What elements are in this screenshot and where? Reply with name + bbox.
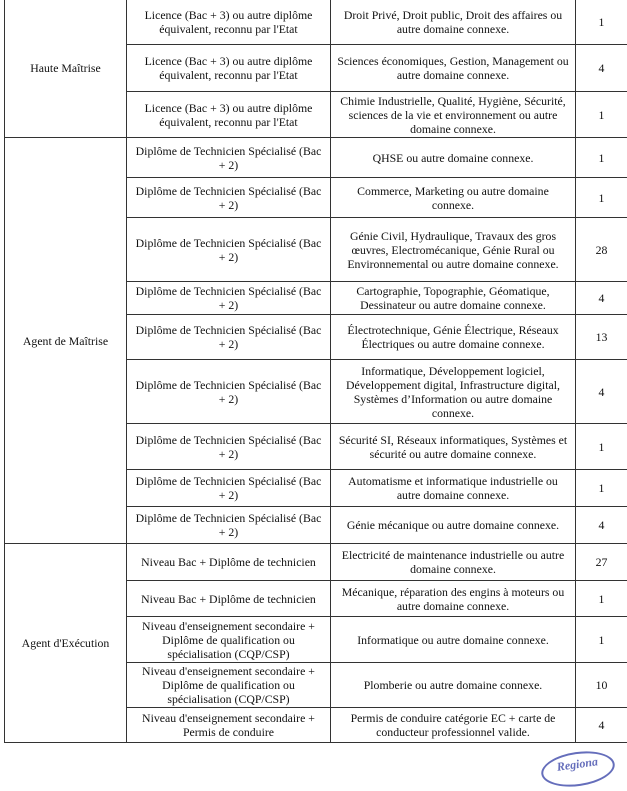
diploma-cell: Licence (Bac + 3) ou autre diplôme équivalent, reconnu par l'Etat — [127, 0, 331, 45]
diploma-cell: Niveau d'enseignement secondaire + Diplôme de qualification ou spécialisation (CQP/CSP) — [127, 663, 331, 708]
diploma-cell: Niveau d'enseignement secondaire + Diplôme de qualification ou spécialisation (CQP/CSP) — [127, 617, 331, 663]
count-cell: 1 — [576, 0, 627, 45]
specialty-cell: Informatique, Développement logiciel, Développement digital, Infrastructure digital, Systèmes d’Information ou autre domaine connexe. — [331, 360, 576, 424]
count-cell: 1 — [576, 424, 627, 470]
specialty-cell: Electricité de maintenance industrielle ou autre domaine connexe. — [331, 544, 576, 581]
official-stamp: Regiona — [539, 747, 617, 791]
specialty-cell: Cartographie, Topographie, Géomatique, Dessinateur ou autre domaine connexe. — [331, 282, 576, 315]
specialty-cell: Sciences économiques, Gestion, Management ou autre domaine connexe. — [331, 45, 576, 92]
count-cell: 4 — [576, 507, 627, 544]
category-cell: Haute Maîtrise — [5, 0, 127, 138]
specialty-cell: Automatisme et informatique industrielle ou autre domaine connexe. — [331, 470, 576, 507]
diploma-cell: Diplôme de Technicien Spécialisé (Bac + 2) — [127, 424, 331, 470]
count-cell: 27 — [576, 544, 627, 581]
count-cell: 1 — [576, 138, 627, 178]
diploma-cell: Licence (Bac + 3) ou autre diplôme équivalent, reconnu par l'Etat — [127, 92, 331, 138]
count-cell: 4 — [576, 708, 627, 743]
specialty-cell: Informatique ou autre domaine connexe. — [331, 617, 576, 663]
count-cell: 10 — [576, 663, 627, 708]
specialty-cell: Plomberie ou autre domaine connexe. — [331, 663, 576, 708]
specialty-cell: Permis de conduire catégorie EC + carte de conducteur professionnel valide. — [331, 708, 576, 743]
count-cell: 1 — [576, 178, 627, 218]
specialty-cell: Génie mécanique ou autre domaine connexe. — [331, 507, 576, 544]
table-row — [5, 0, 627, 45]
diploma-cell: Diplôme de Technicien Spécialisé (Bac + 2) — [127, 178, 331, 218]
count-cell: 1 — [576, 92, 627, 138]
diploma-cell: Diplôme de Technicien Spécialisé (Bac + 2) — [127, 282, 331, 315]
count-cell: 4 — [576, 360, 627, 424]
specialty-cell: Génie Civil, Hydraulique, Travaux des gros œuvres, Electromécanique, Génie Rural ou Environnemental ou autre domaine connexe. — [331, 218, 576, 282]
category-cell: Agent de Maîtrise — [5, 138, 127, 544]
diploma-cell: Diplôme de Technicien Spécialisé (Bac + 2) — [127, 360, 331, 424]
count-cell: 4 — [576, 282, 627, 315]
specialty-cell: Mécanique, réparation des engins à moteurs ou autre domaine connexe. — [331, 581, 576, 617]
recruitment-table — [4, 0, 627, 743]
count-cell: 1 — [576, 470, 627, 507]
diploma-cell: Licence (Bac + 3) ou autre diplôme équivalent, reconnu par l'Etat — [127, 45, 331, 92]
diploma-cell: Diplôme de Technicien Spécialisé (Bac + 2) — [127, 218, 331, 282]
specialty-cell: Sécurité SI, Réseaux informatiques, Systèmes et sécurité ou autre domaine connexe. — [331, 424, 576, 470]
category-cell: Agent d'Exécution — [5, 544, 127, 743]
diploma-cell: Diplôme de Technicien Spécialisé (Bac + 2) — [127, 507, 331, 544]
specialty-cell: Électrotechnique, Génie Électrique, Réseaux Électriques ou autre domaine connexe. — [331, 315, 576, 360]
table-row — [5, 544, 627, 581]
count-cell: 1 — [576, 581, 627, 617]
count-cell: 13 — [576, 315, 627, 360]
diploma-cell: Niveau Bac + Diplôme de technicien — [127, 544, 331, 581]
count-cell: 1 — [576, 617, 627, 663]
recruitment-table-body — [5, 0, 627, 743]
diploma-cell: Diplôme de Technicien Spécialisé (Bac + 2) — [127, 138, 331, 178]
count-cell: 28 — [576, 218, 627, 282]
diploma-cell: Niveau d'enseignement secondaire + Permis de conduire — [127, 708, 331, 743]
specialty-cell: Droit Privé, Droit public, Droit des affaires ou autre domaine connexe. — [331, 0, 576, 45]
table-row — [5, 138, 627, 178]
count-cell: 4 — [576, 45, 627, 92]
specialty-cell: Chimie Industrielle, Qualité, Hygiène, Sécurité, sciences de la vie et environnement ou autre domaine connexe. — [331, 92, 576, 138]
diploma-cell: Diplôme de Technicien Spécialisé (Bac + 2) — [127, 470, 331, 507]
diploma-cell: Niveau Bac + Diplôme de technicien — [127, 581, 331, 617]
specialty-cell: Commerce, Marketing ou autre domaine connexe. — [331, 178, 576, 218]
specialty-cell: QHSE ou autre domaine connexe. — [331, 138, 576, 178]
diploma-cell: Diplôme de Technicien Spécialisé (Bac + 2) — [127, 315, 331, 360]
